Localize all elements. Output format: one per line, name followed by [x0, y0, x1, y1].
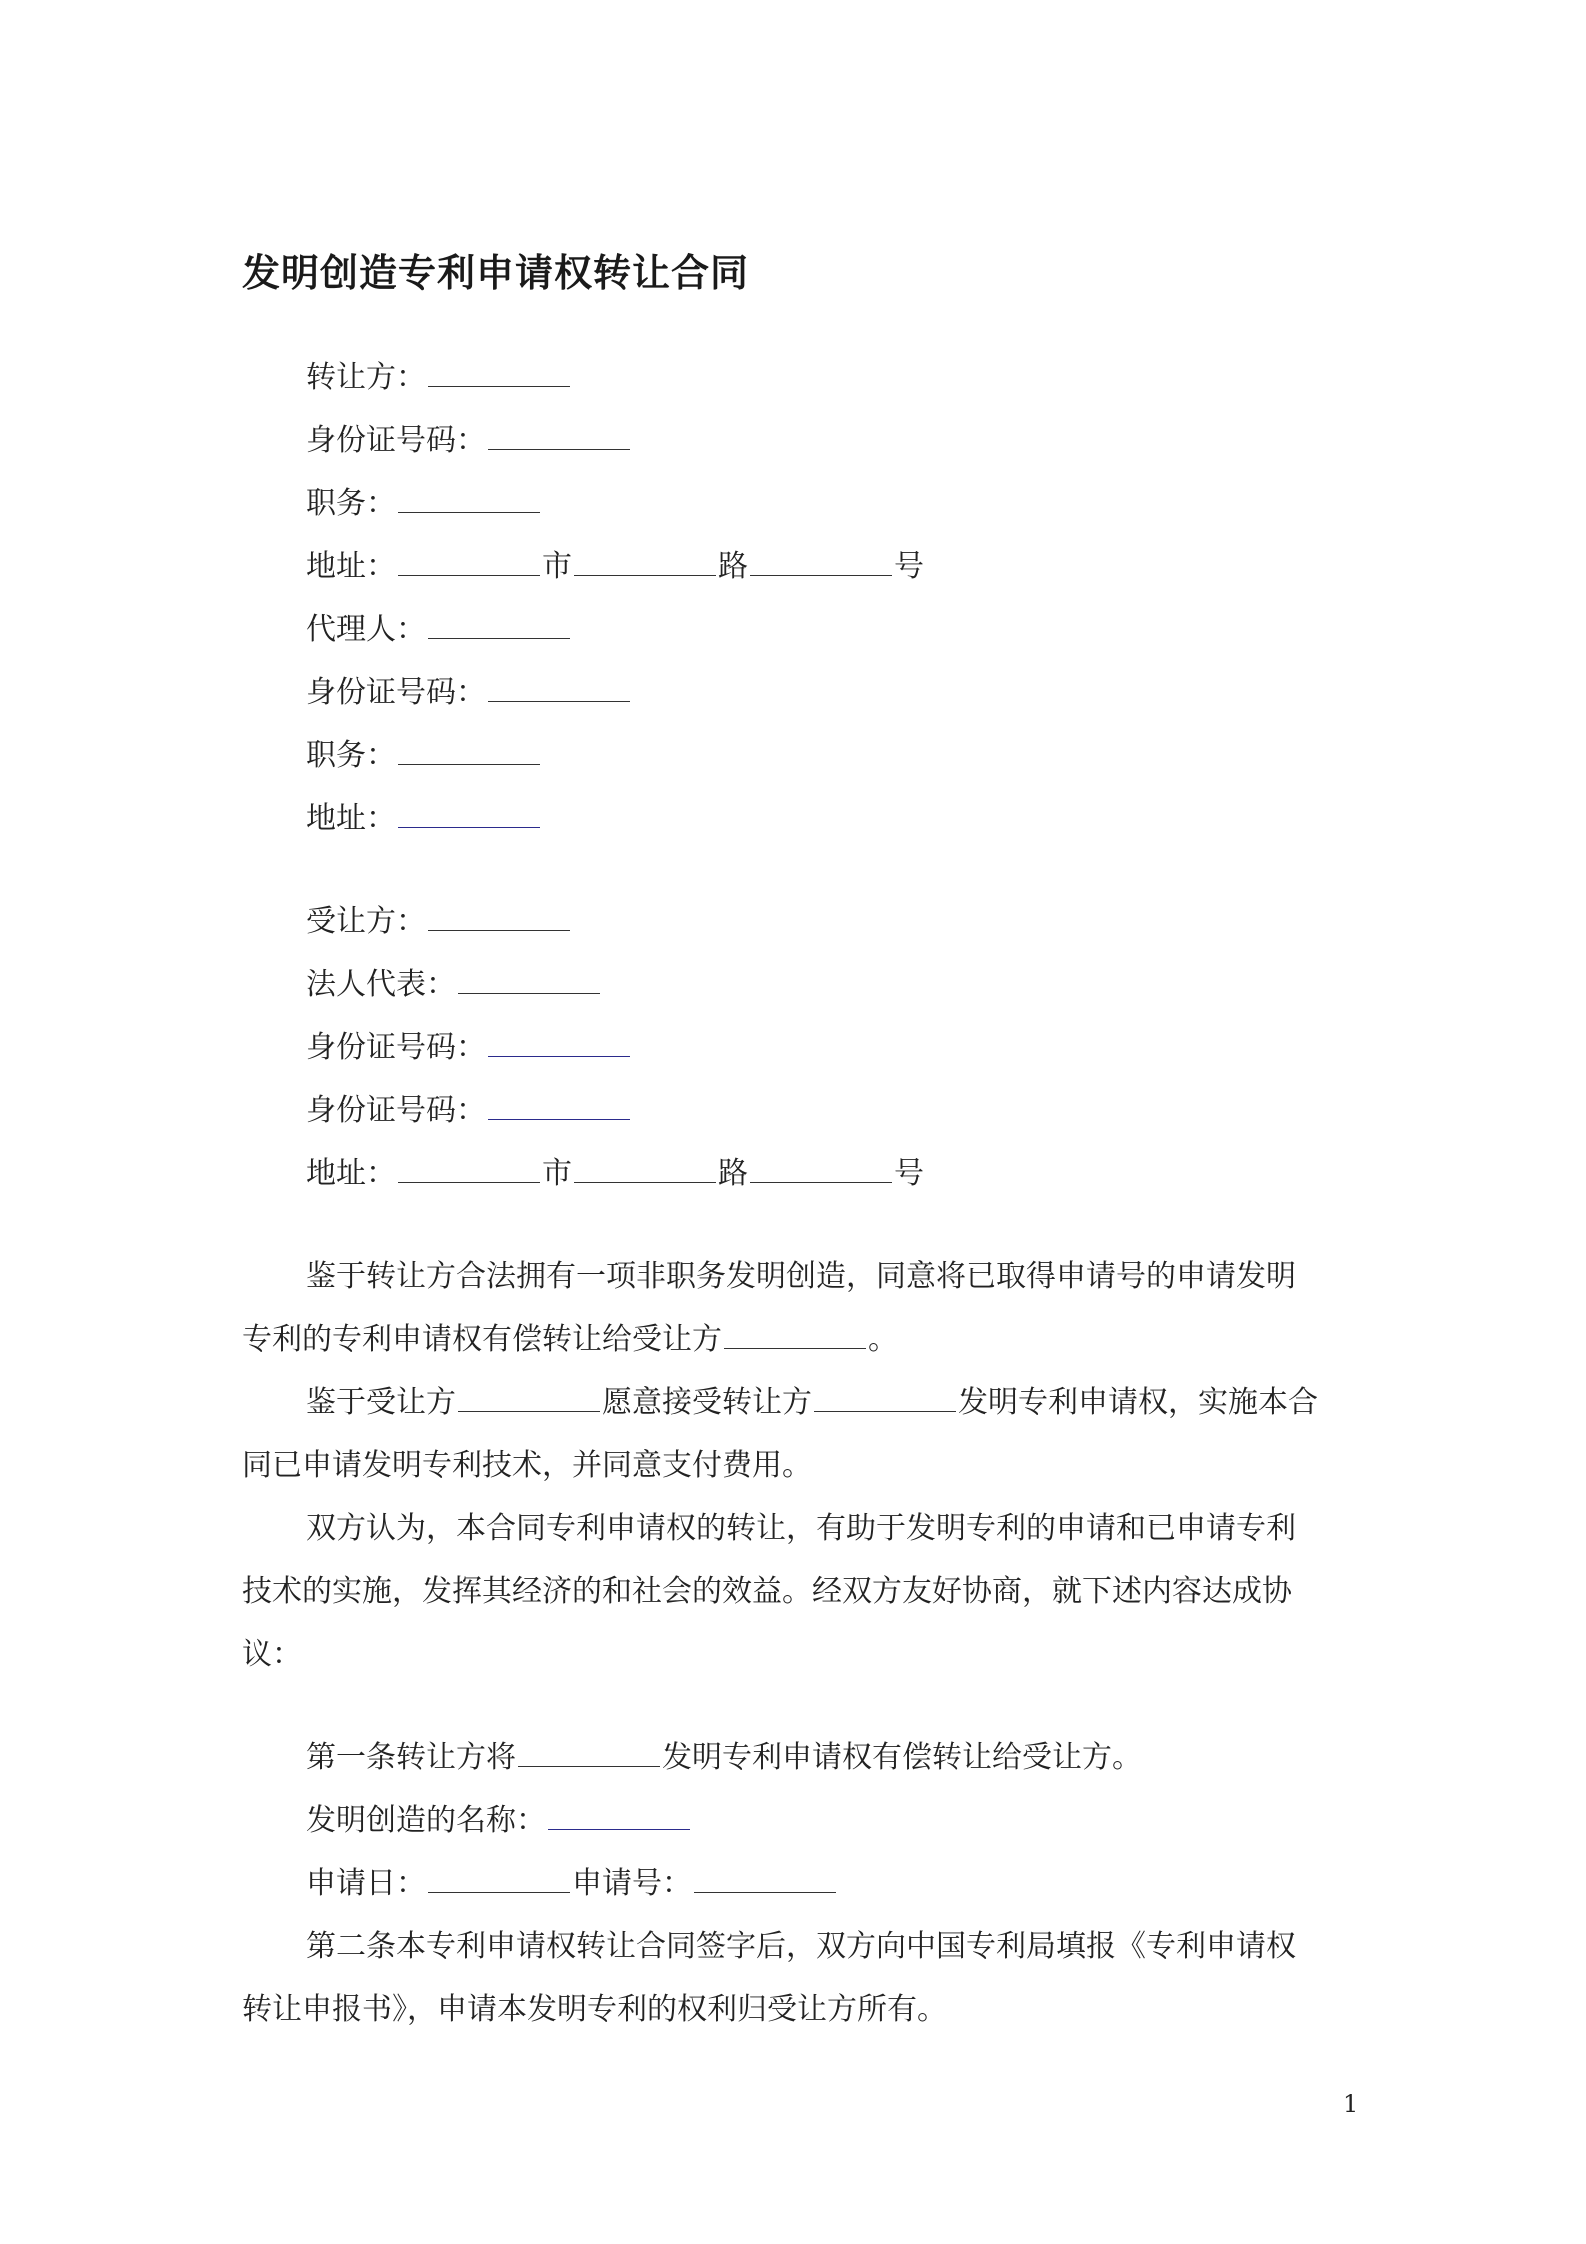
transferee-name-label: 受让方：: [306, 904, 426, 939]
transferor-road-blank[interactable]: [574, 547, 716, 576]
number-text: 号: [894, 549, 924, 584]
agent-name-blank[interactable]: [428, 610, 570, 639]
recital-1-blank[interactable]: [724, 1320, 866, 1349]
article-1-blank[interactable]: [518, 1738, 660, 1767]
invention-name-label: 发明创造的名称：: [306, 1803, 546, 1838]
transferee-name-line: [306, 902, 572, 942]
transferor-id-label: 身份证号码：: [306, 423, 486, 458]
recital-2-blank-2[interactable]: [814, 1383, 956, 1412]
road-text: 路: [718, 549, 748, 584]
transferor-position-line: [306, 484, 542, 524]
transferee-id-blank-1[interactable]: [488, 1028, 630, 1057]
road-text: 路: [718, 1156, 748, 1191]
transferee-id-label-1: 身份证号码：: [306, 1030, 486, 1065]
article-1-line: [306, 1738, 1142, 1778]
transferee-number-blank[interactable]: [750, 1154, 892, 1183]
transferee-road-blank[interactable]: [574, 1154, 716, 1183]
agent-address-blank[interactable]: [398, 799, 540, 828]
agent-id-line: [306, 673, 632, 713]
transferor-address-line: [306, 547, 924, 587]
recital-3-line-3: 议：: [242, 1637, 302, 1672]
agent-address-line: [306, 799, 542, 839]
transferor-name-line: [306, 358, 572, 398]
legal-rep-label: 法人代表：: [306, 967, 456, 1002]
transferee-id-line-1: [306, 1028, 632, 1068]
document-title: 发明创造专利申请权转让合同: [242, 251, 750, 295]
recital-2-blank-1[interactable]: [458, 1383, 600, 1412]
transferor-position-label: 职务：: [306, 486, 396, 521]
agent-position-line: [306, 736, 542, 776]
article-1-text-b: 发明专利申请权有偿转让给受让方。: [662, 1740, 1142, 1775]
recital-2-text-a: 鉴于受让方: [306, 1385, 456, 1420]
transferor-name-label: 转让方：: [306, 360, 426, 395]
transferor-id-blank[interactable]: [488, 421, 630, 450]
page-number: 1: [1343, 2090, 1359, 2118]
transferor-city-blank[interactable]: [398, 547, 540, 576]
city-text: 市: [542, 549, 572, 584]
transferor-number-blank[interactable]: [750, 547, 892, 576]
agent-name-label: 代理人：: [306, 612, 426, 647]
app-no-blank[interactable]: [694, 1864, 836, 1893]
transferee-id-blank-2[interactable]: [488, 1091, 630, 1120]
agent-position-blank[interactable]: [398, 736, 540, 765]
application-line: [306, 1864, 838, 1904]
transferor-name-blank[interactable]: [428, 358, 570, 387]
agent-id-label: 身份证号码：: [306, 675, 486, 710]
agent-address-label: 地址：: [306, 801, 396, 836]
legal-rep-blank[interactable]: [458, 965, 600, 994]
article-2-line-2: 转让申报书》，申请本发明专利的权利归受让方所有。: [242, 1992, 947, 2027]
recital-2-text-c: 发明专利申请权，实施本合: [958, 1385, 1318, 1420]
agent-id-blank[interactable]: [488, 673, 630, 702]
app-date-blank[interactable]: [428, 1864, 570, 1893]
transferee-name-blank[interactable]: [428, 902, 570, 931]
app-date-label: 申请日：: [306, 1866, 426, 1901]
recital-2-line-2: 同已申请发明专利技术，并同意支付费用。: [242, 1448, 812, 1483]
app-no-label: 申请号：: [572, 1866, 692, 1901]
recital-2-text-b: 愿意接受转让方: [602, 1385, 812, 1420]
transferee-address-label: 地址：: [306, 1156, 396, 1191]
article-2-line-1: 第二条本专利申请权转让合同签字后，双方向中国专利局填报《专利申请权: [306, 1929, 1296, 1964]
invention-name-line: [306, 1801, 692, 1841]
transferee-address-line: [306, 1154, 924, 1194]
agent-name-line: [306, 610, 572, 650]
recital-1-end: 。: [868, 1322, 898, 1357]
legal-rep-line: [306, 965, 602, 1005]
recital-1-text: 专利的专利申请权有偿转让给受让方: [242, 1322, 722, 1357]
transferee-id-label-2: 身份证号码：: [306, 1093, 486, 1128]
agent-position-label: 职务：: [306, 738, 396, 773]
transferor-position-blank[interactable]: [398, 484, 540, 513]
recital-1-line-2: [242, 1320, 898, 1360]
recital-2-line-1: [306, 1383, 1318, 1423]
article-1-text-a: 第一条转让方将: [306, 1740, 516, 1775]
number-text: 号: [894, 1156, 924, 1191]
recital-1-line-1: 鉴于转让方合法拥有一项非职务发明创造，同意将已取得申请号的申请发明: [306, 1259, 1296, 1294]
transferor-id-line: [306, 421, 632, 461]
recital-3-line-1: 双方认为，本合同专利申请权的转让，有助于发明专利的申请和已申请专利: [306, 1511, 1296, 1546]
city-text: 市: [542, 1156, 572, 1191]
invention-name-blank[interactable]: [548, 1801, 690, 1830]
recital-3-line-2: 技术的实施，发挥其经济的和社会的效益。经双方友好协商，就下述内容达成协: [242, 1574, 1292, 1609]
transferee-city-blank[interactable]: [398, 1154, 540, 1183]
transferor-address-label: 地址：: [306, 549, 396, 584]
transferee-id-line-2: [306, 1091, 632, 1131]
